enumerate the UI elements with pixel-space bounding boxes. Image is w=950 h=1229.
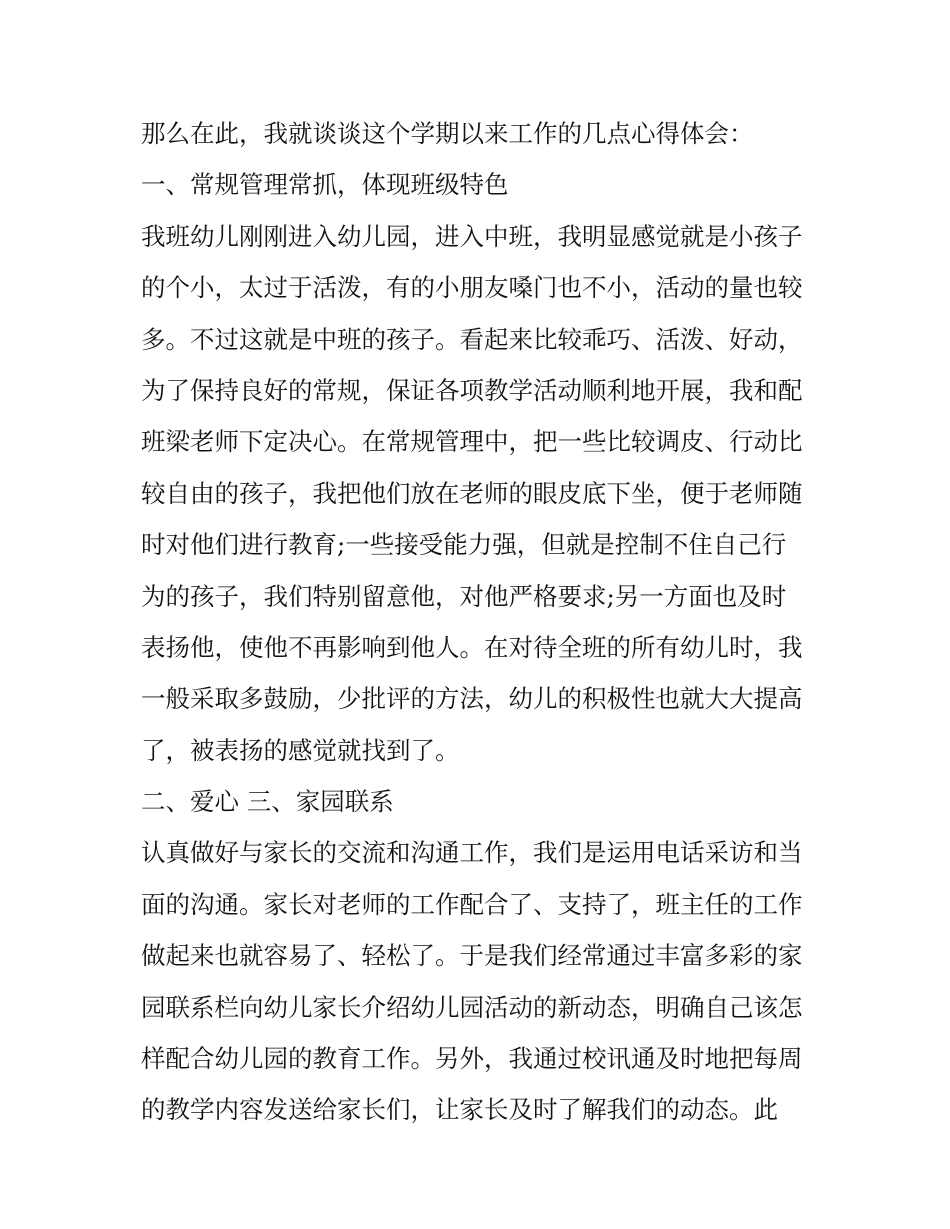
- text-line: 的教学内容发送给家长们，让家长及时了解我们的动态。此: [141, 1095, 778, 1125]
- text-line: 认真做好与家长的交流和沟通工作，我们是运用电话采访和当: [141, 838, 803, 868]
- text-line: 我班幼儿刚刚进入幼儿园，进入中班，我明显感觉就是小孩子: [141, 221, 803, 251]
- text-line: 园联系栏向幼儿家长介绍幼儿园活动的新动态，明确自己该怎: [141, 992, 803, 1022]
- section-heading: 一、常规管理常抓，体现班级特色: [141, 170, 509, 200]
- text-line: 多。不过这就是中班的孩子。看起来比较乖巧、活泼、好动，: [141, 324, 803, 354]
- text-line: 了，被表扬的感觉就找到了。: [141, 735, 460, 765]
- section-heading: 二、爱心 三、家园联系: [141, 787, 394, 817]
- text-line: 班梁老师下定决心。在常规管理中，把一些比较调皮、行动比: [141, 427, 803, 457]
- text-line: 面的沟通。家长对老师的工作配合了、支持了，班主任的工作: [141, 889, 803, 919]
- text-line: 为了保持良好的常规，保证各项教学活动顺利地开展，我和配: [141, 375, 803, 405]
- text-line: 时对他们进行教育;一些接受能力强，但就是控制不住自己行: [141, 530, 787, 560]
- document-body: [141, 108, 821, 1136]
- text-line: 表扬他，使他不再影响到他人。在对待全班的所有幼儿时，我: [141, 632, 803, 662]
- text-line: 为的孩子，我们特别留意他，对他严格要求;另一方面也及时: [141, 581, 787, 611]
- text-line: 那么在此，我就谈谈这个学期以来工作的几点心得体会：: [141, 119, 754, 148]
- text-line: 做起来也就容易了、轻松了。于是我们经常通过丰富多彩的家: [141, 941, 803, 971]
- text-line: 样配合幼儿园的教育工作。另外，我通过校讯通及时地把每周: [141, 1044, 803, 1074]
- text-line: 较自由的孩子，我把他们放在老师的眼皮底下坐，便于老师随: [141, 478, 803, 508]
- text-line: 的个小，太过于活泼，有的小朋友嗓门也不小，活动的量也较: [141, 273, 803, 303]
- text-line: 一般采取多鼓励，少批评的方法，幼儿的积极性也就大大提高: [141, 684, 803, 714]
